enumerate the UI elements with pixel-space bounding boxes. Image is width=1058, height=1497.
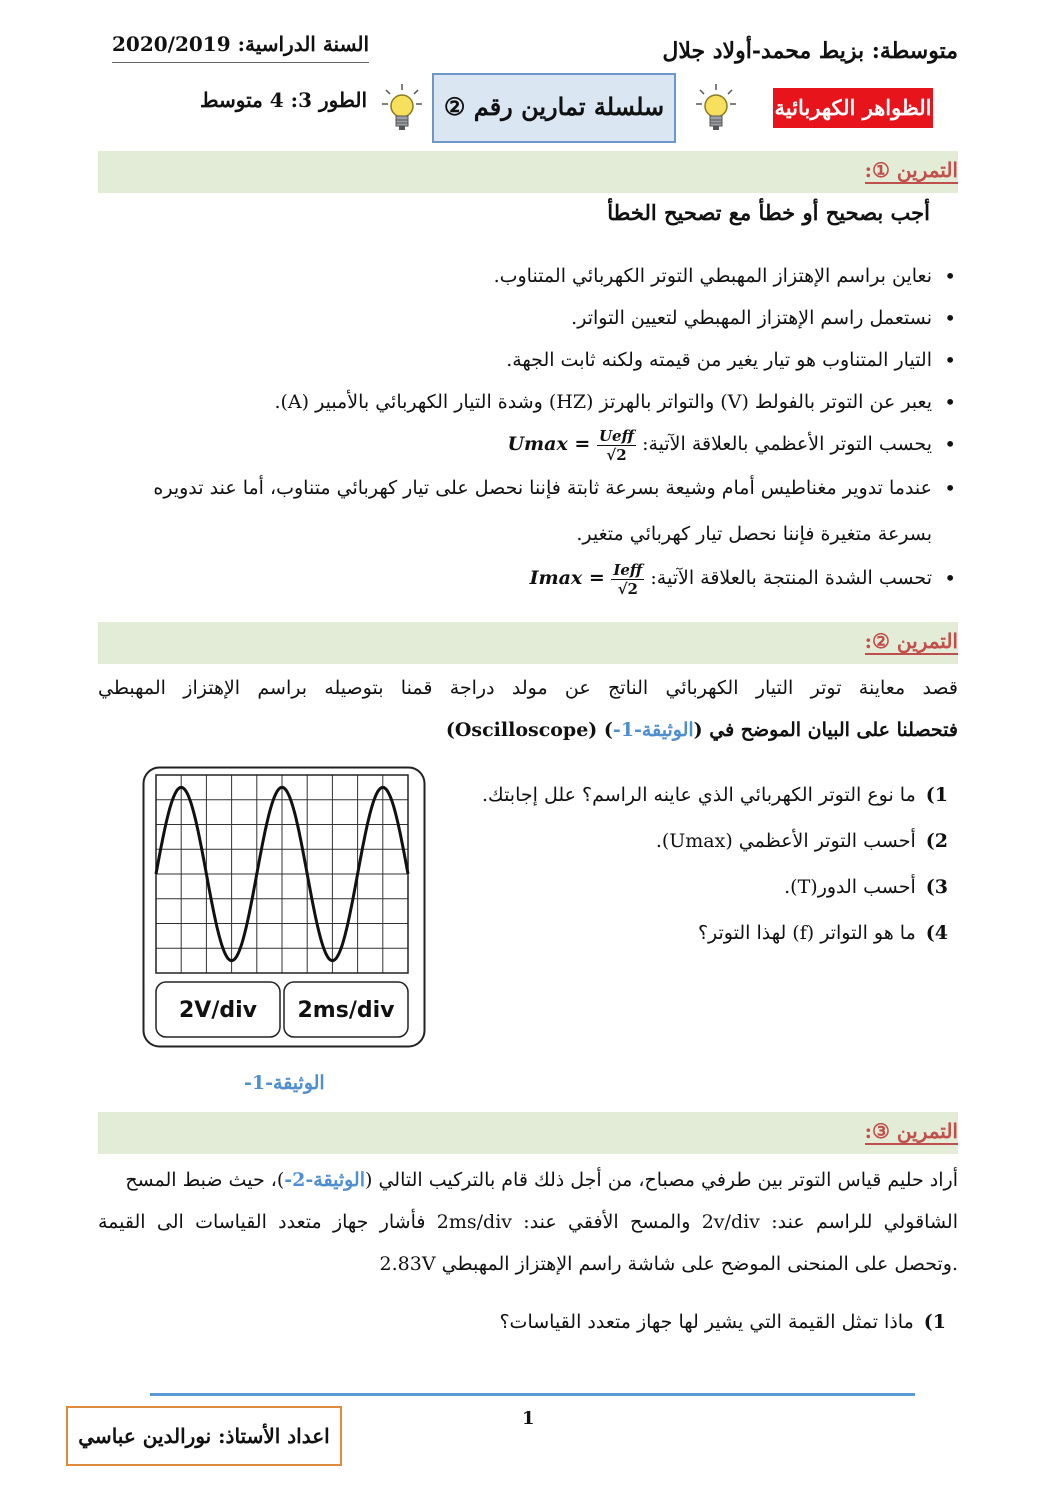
exercise-2-title: التمرين ②: bbox=[864, 629, 958, 653]
footer-divider bbox=[150, 1393, 915, 1396]
formula-umax: Umax = $\frac{\text{Ueff}}{√2}$ bbox=[507, 426, 635, 464]
list-item: • عندما تدوير مغناطيس أمام وشيعة بسرعة ثابتة فإننا نحصل على تيار كهربائي متناوب، أما عند تدويره بسرعة متغيرة فإننا نحصل تيار كهربائي متغير. bbox=[138, 465, 958, 557]
lightbulb-icon bbox=[694, 82, 738, 136]
exercise-2-band bbox=[98, 622, 958, 664]
author-box: اعداد الأستاذ: نورالدين عباسي bbox=[66, 1406, 342, 1466]
school-name: متوسطة: بزيط محمد-أولاد جلال bbox=[662, 38, 958, 64]
exercise-3-question: 1)ماذا تمثل القيمة التي يشير لها جهاز متعدد القياسات؟ bbox=[499, 1311, 946, 1333]
exercise-3-line1: أراد حليم قياس التوتر بين طرفي مصباح، من أجل ذلك قام بالتركيب التالي (الوثيقة-2-)، حيث ضبط المسح bbox=[125, 1169, 958, 1191]
list-item: • نستعمل راسم الإهتزاز المهبطي لتعيين التواتر. bbox=[138, 297, 958, 339]
lightbulb-icon bbox=[380, 82, 424, 136]
list-item: • نعاين براسم الإهتزاز المهبطي التوتر الكهربائي المتناوب. bbox=[138, 255, 958, 297]
question-item: 1)ما نوع التوتر الكهربائي الذي عاينه الراسم؟ علل إجابتك. bbox=[482, 784, 948, 806]
exercise-1-list bbox=[138, 255, 958, 599]
oscilloscope-figure bbox=[142, 766, 426, 1048]
grade-level: الطور 3: 4 متوسط bbox=[200, 88, 368, 112]
exercise-3-title: التمرين ③: bbox=[864, 1119, 958, 1143]
exercise-3-line2: الشاقولي للراسم عند: 2v/div والمسح الأفقي عند: 2ms/div فأشار جهاز متعدد القياسات الى القيمة bbox=[98, 1211, 958, 1233]
exercise-2-questions bbox=[478, 772, 948, 956]
exercise-1-band bbox=[98, 151, 958, 193]
list-item: • يعبر عن التوتر بالفولط (V) والتواتر بالهرتز (HZ) وشدة التيار الكهربائي بالأمبير (A). bbox=[138, 381, 958, 423]
exercise-2-text-line1: قصد معاينة توتر التيار الكهربائي الناتج عن مولد دراجة قمنا بتوصيله براسم الإهتزاز المهبطي bbox=[98, 677, 958, 699]
list-item: • تحسب الشدة المنتجة بالعلاقة الآتية: Imax = $\frac{\text{Ieff}}{√2}$ bbox=[138, 557, 958, 599]
exercise-2-text-line2: (Oscilloscope) فتحصلنا على البيان الموضح في (الوثيقة-1-) bbox=[445, 719, 958, 741]
exercise-3-band bbox=[98, 1112, 958, 1154]
exercise-3-line3: 2.83V وتحصل على المنحنى الموضح على شاشة راسم الإهتزاز المهبطي. bbox=[379, 1253, 958, 1275]
list-item: • يحسب التوتر الأعظمي بالعلاقة الآتية: Umax = $\frac{\text{Ueff}}{√2}$ bbox=[138, 423, 958, 465]
page-number: 1 bbox=[522, 1408, 535, 1429]
question-item: 4)ما هو التواتر (f) لهذا التوتر؟ bbox=[697, 922, 948, 944]
question-item: 2)أحسب التوتر الأعظمي (Umax). bbox=[655, 830, 948, 852]
exercise-1-title: التمرين ①: bbox=[864, 158, 958, 182]
formula-imax: Imax = $\frac{\text{Ieff}}{√2}$ bbox=[529, 560, 643, 598]
tdiv-label: 2ms/div bbox=[297, 998, 395, 1023]
unit-badge: الظواهر الكهربائية bbox=[773, 88, 933, 128]
vdiv-label: 2V/div bbox=[179, 998, 257, 1023]
document-1-caption: الوثيقة-1- bbox=[244, 1072, 325, 1094]
series-title: سلسلة تمارين رقم ② bbox=[432, 73, 676, 143]
list-item: • التيار المتناوب هو تيار يغير من قيمته ولكنه ثابت الجهة. bbox=[138, 339, 958, 381]
school-year: السنة الدراسية: 2020/2019 bbox=[112, 32, 369, 63]
exercise-1-instruction: أجب بصحيح أو خطأ مع تصحيح الخطأ bbox=[607, 200, 930, 225]
question-item: 3)أحسب الدور(T). bbox=[784, 876, 948, 898]
